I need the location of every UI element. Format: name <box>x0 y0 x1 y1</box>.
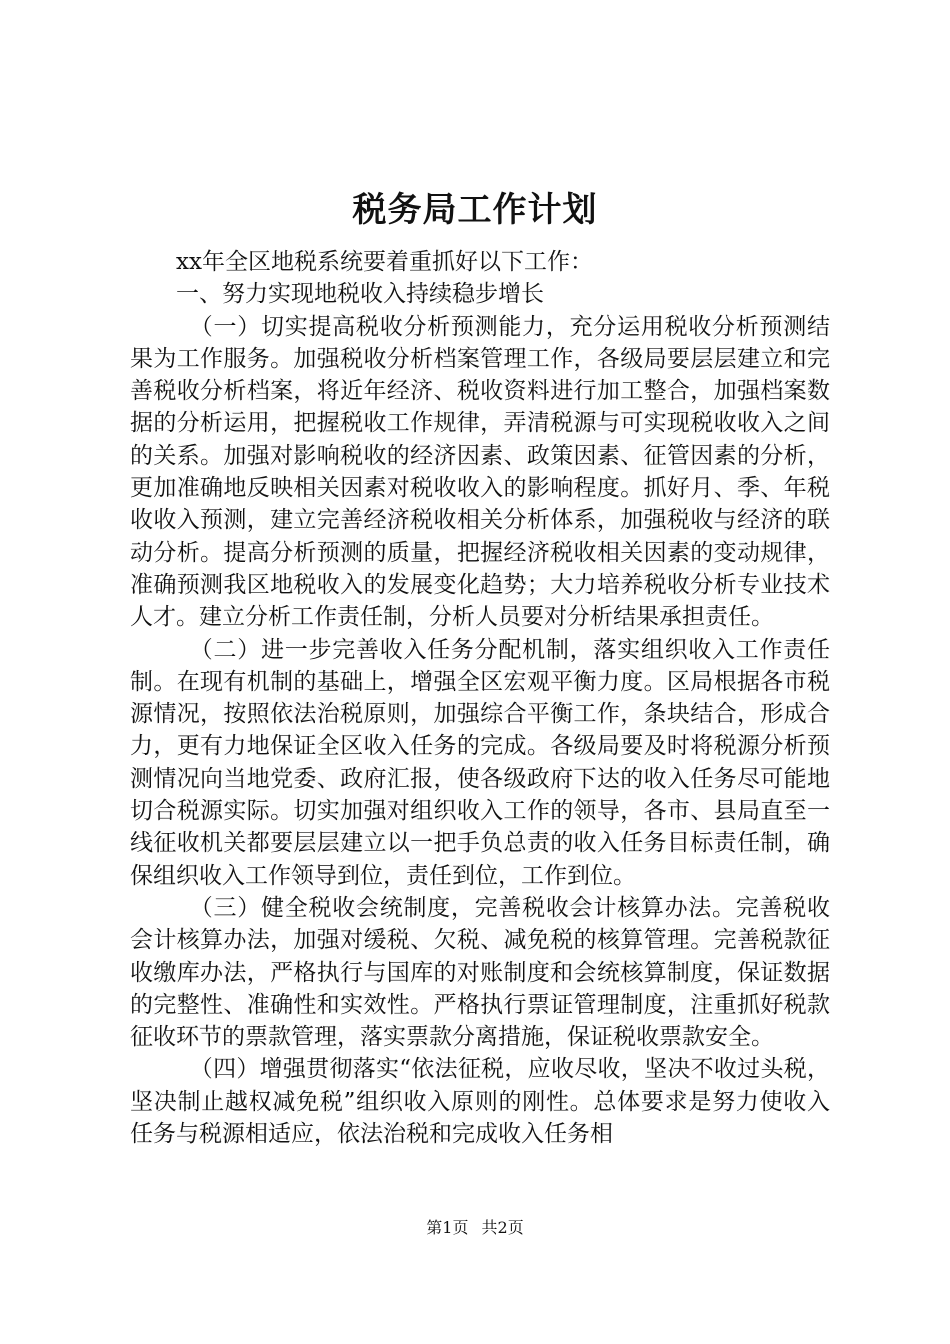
item-paragraph-4: （四）增强贯彻落实“依法征税，应收尽收，坚决不收过头税，坚决制止越权减免税”组织收入原则的刚性。总体要求是努力使收入任务与税源相适应，依法治税和完成收入任务相 <box>130 1056 830 1148</box>
intro-paragraph: xx年全区地税系统要着重抓好以下工作： <box>176 249 593 275</box>
document-body <box>130 246 830 1150</box>
document-title: 税务局工作计划 <box>352 190 598 230</box>
item-paragraph-1: （一）切实提高税收分析预测能力，充分运用税收分析预测结果为工作服务。加强税收分析档案管理工作，各级局要层层建立和完善税收分析档案，将近年经济、税收资料进行加工整合，加强档案数据的分析运用，把握税收工作规律，弄清税源与可实现税收收入之间的关系。加强对影响税收的经济因素、政策因素、征管因素的分析，更加准确地反映相关因素对税收收入的影响程度。抓好月、季、年税收收入预测，建立完善经济税收相关分析体系，加强税收与经济的联动分析。提高分析预测的质量，把握经济税收相关因素的变动规律，准确预测我区地税收入的发展变化趋势；大力培养税收分析专业技术人才。建立分析工作责任制，分析人员要对分析结果承担责任。 <box>130 313 830 631</box>
page-footer <box>0 1217 950 1239</box>
item-paragraph-3: （三）健全税收会统制度，完善税收会计核算办法。完善税收会计核算办法，加强对缓税、欠税、减免税的核算管理。完善税款征收缴库办法，严格执行与国库的对账制度和会统核算制度，保证数据的完整性、准确性和实效性。严格执行票证管理制度，注重抓好税款征收环节的票款管理，落实票款分离措施，保证税收票款安全。 <box>130 894 830 1051</box>
item-paragraph-2: （二）进一步完善收入任务分配机制，落实组织收入工作责任制。在现有机制的基础上，增强全区宏观平衡力度。区局根据各市税源情况，按照依法治税原则，加强综合平衡工作，条块结合，形成合力，更有力地保证全区收入任务的完成。各级局要及时将税源分析预测情况向当地党委、政府汇报，使各级政府下达的收入任务尽可能地切合税源实际。切实加强对组织收入工作的领导，各市、县局直至一线征收机关都要层层建立以一把手负总责的收入任务目标责任制，确保组织收入工作领导到位，责任到位，工作到位。 <box>130 636 830 889</box>
section-heading: 一、努力实现地税收入持续稳步增长 <box>176 281 544 308</box>
page-number: 第1页 <box>426 1218 469 1237</box>
page-total: 共2页 <box>481 1218 524 1237</box>
